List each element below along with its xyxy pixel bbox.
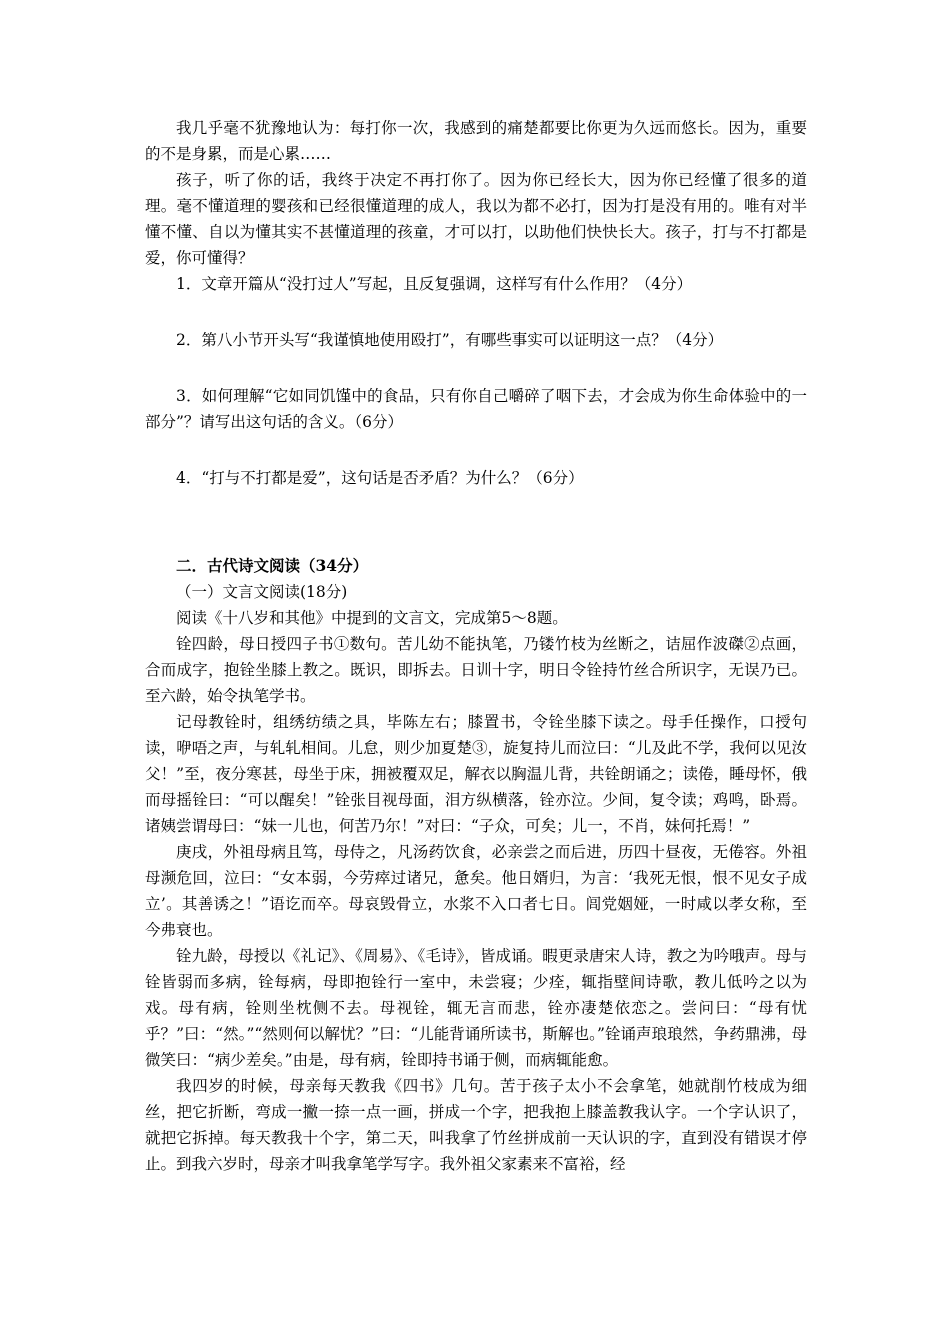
translation-paragraph: 我四岁的时候，母亲每天教我《四书》几句。苦于孩子太小不会拿笔，她就削竹枝成为细丝，把它折断，弯成一撇一捺一点一画，拼成一个字，把我抱上膝盖教我认字。一个字认识了，就把它拆掉。每天教我十个字，第二天，叫我拿了竹丝拼成前一天认识的字，直到没有错误才停止。到我六岁时，母亲才叫我拿笔学写字。我外祖父家素来不富裕，经	[145, 1077, 807, 1173]
answer-space	[145, 435, 807, 465]
question-4: 4．“打与不打都是爱”，这句话是否矛盾？为什么？（6分）	[176, 469, 584, 487]
reading-instruction: 阅读《十八岁和其他》中提到的文言文，完成第5～8题。	[176, 609, 568, 627]
subsection-title: （一）文言文阅读(18分)	[176, 583, 348, 601]
classical-paragraph: 记母教铨时，组绣纺绩之具，毕陈左右；膝置书，令铨坐膝下读之。母手任操作，口授句读，咿唔之声，与轧轧相间。儿怠，则少加夏楚③，旋复持儿而泣曰：“儿及此不学，我何以见汝父！”至，夜分寒甚，母坐于床，拥被覆双足，解衣以胸温儿背，共铨朗诵之；读倦，睡母怀，俄而母摇铨曰：“可以醒矣！”铨张目视母面，泪方纵横落，铨亦泣。少间，复令读；鸡鸣，卧焉。诸姨尝谓母曰：“妹一儿也，何苦乃尔！”对曰：“子众，可矣；儿一，不肖，妹何托焉！”	[145, 713, 807, 835]
body-paragraph: 孩子，听了你的话，我终于决定不再打你了。因为你已经长大，因为你已经懂了很多的道理。毫不懂道理的婴孩和已经很懂道理的成人，我以为都不必打，因为打是没有用的。唯有对半懂不懂、自以为懂其实不甚懂道理的孩童，才可以打，以助他们快快长大。孩子，打与不打都是爱，你可懂得？	[145, 171, 807, 267]
question-2: 2．第八小节开头写“我谨慎地使用殴打”，有哪些事实可以证明这一点？（4分）	[176, 331, 724, 349]
answer-space	[145, 297, 807, 327]
classical-paragraph: 庚戌，外祖母病且笃，母侍之，凡汤药饮食，必亲尝之而后进，历四十昼夜，无倦容。外祖母濒危回，泣曰：“女本弱，今劳瘁过诸兄，惫矣。他日婿归，为言：‘我死无恨，恨不见女子成立’。其善诱之！”语讫而卒。母哀毁骨立，水浆不入口者七日。闾党姻娅，一时咸以孝女称，至今弗衰也。	[145, 843, 807, 939]
answer-space	[145, 353, 807, 383]
classical-paragraph: 铨四龄，母日授四子书①数句。苦儿幼不能执笔，乃镂竹枝为丝断之，诘屈作波磔②点画，合而成字，抱铨坐膝上教之。既识，即拆去。日训十字，明日令铨持竹丝合所识字，无误乃已。至六龄，始令执笔学书。	[145, 635, 807, 705]
classical-paragraph: 铨九龄，母授以《礼记》、《周易》、《毛诗》，皆成诵。暇更录唐宋人诗，教之为吟哦声。母与铨皆弱而多病，铨每病，母即抱铨行一室中，未尝寝；少痊，辄指壁间诗歌，教儿低吟之以为戏。母有病，铨则坐枕侧不去。母视铨，辄无言而悲，铨亦凄楚依恋之。尝问曰：“母有忧乎？”曰：“然。”“然则何以解忧？”曰：“儿能背诵所读书，斯解也。”铨诵声琅琅然，争药鼎沸，母微笑曰：“病少差矣。”由是，母有病，铨即持书诵于侧，而病辄能愈。	[145, 947, 807, 1069]
body-paragraph: 我几乎毫不犹豫地认为：每打你一次，我感到的痛楚都要比你更为久远而悠长。因为，重要的不是身累，而是心累……	[145, 119, 807, 163]
question-3: 3．如何理解“它如同饥馑中的食品，只有你自己嚼碎了咽下去，才会成为你生命体验中的一部分”？请写出这句话的含义。（6分）	[145, 387, 807, 431]
section-title: 二．古代诗文阅读（34分）	[176, 556, 369, 575]
question-1: 1．文章开篇从“没打过人”写起，且反复强调，这样写有什么作用？（4分）	[176, 275, 693, 293]
answer-space	[145, 491, 807, 553]
